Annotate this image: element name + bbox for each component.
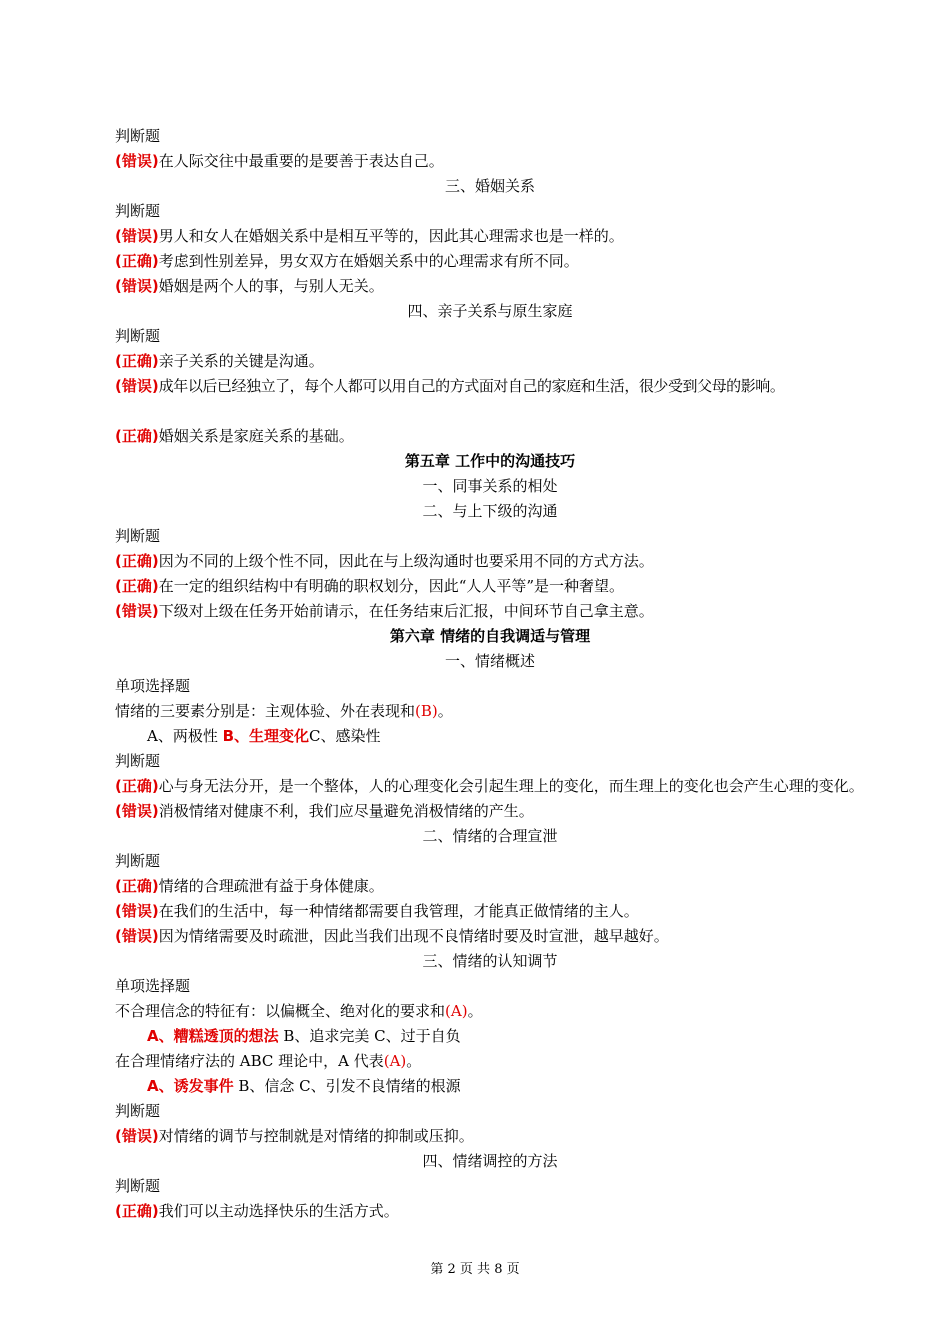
question-stem [115, 999, 865, 1024]
statement-text: 消极情绪对健康不利，我们应尽量避免消极情绪的产生。 [158, 802, 534, 820]
statement-text: 在我们的生活中，每一种情绪都需要自我管理，才能真正做情绪的主人。 [158, 902, 639, 920]
answer-tag: (正确) [115, 877, 159, 895]
answer-tag: (正确) [115, 552, 159, 570]
choice-options [115, 1024, 865, 1049]
answer-tag: (正确) [115, 1202, 159, 1220]
statement [115, 874, 865, 899]
statement [115, 374, 865, 399]
answer-tag: (错误) [115, 152, 159, 170]
other-options: B、追求完美 C、过于自负 [278, 1027, 461, 1045]
question-type-label: 判断题 [115, 527, 161, 545]
other-options: B、信念 C、引发不良情绪的根源 [233, 1077, 461, 1095]
statement [115, 549, 865, 574]
statement [115, 349, 865, 374]
section-heading: 三、婚姻关系 [444, 177, 535, 195]
statement-text: 我们可以主动选择快乐的生活方式。 [158, 1202, 399, 1220]
statement-text: 考虑到性别差异，男女双方在婚姻关系中的心理需求有所不同。 [158, 252, 579, 270]
question-stem [115, 1049, 865, 1074]
section-heading: 一、情绪概述 [444, 652, 535, 670]
answer-mark: (B) [415, 702, 438, 720]
question-text: 不合理信念的特征有：以偏概全、绝对化的要求和 [115, 1002, 446, 1020]
answer-tag: (正确) [115, 577, 159, 595]
statement [115, 799, 865, 824]
answer-mark: (A) [445, 1002, 468, 1020]
question-end: 。 [437, 702, 453, 720]
statement-text: 在一定的组织结构中有明确的职权划分，因此“人人平等”是一种奢望。 [158, 577, 625, 595]
answer-tag: (正确) [115, 427, 159, 445]
question-type-label: 判断题 [115, 1177, 161, 1195]
statement [115, 924, 865, 949]
statement-text: 心与身无法分开，是一个整体，人的心理变化会引起生理上的变化，而生理上的变化也会产生心理的变化。 [158, 777, 864, 795]
statement [115, 899, 865, 924]
statement [115, 774, 865, 799]
question-text: 情绪的三要素分别是：主观体验、外在表现和 [115, 702, 416, 720]
choice-options [115, 1074, 865, 1099]
question-end: 。 [406, 1052, 422, 1070]
question-end: 。 [467, 1002, 483, 1020]
answer-tag: (正确) [115, 352, 159, 370]
page-footer: 第 2 页 共 8 页 [430, 1262, 520, 1277]
answer-tag: (正确) [115, 777, 159, 795]
question-stem [115, 699, 865, 724]
statement-text: 因为不同的上级个性不同，因此在与上级沟通时也要采用不同的方式方法。 [158, 552, 654, 570]
section-heading: 四、亲子关系与原生家庭 [407, 302, 573, 320]
section-heading: 一、同事关系的相处 [422, 477, 558, 495]
statement-text: 对情绪的调节与控制就是对情绪的抑制或压抑。 [158, 1127, 474, 1145]
question-type-label: 单项选择题 [115, 677, 191, 695]
document-page [115, 124, 865, 1224]
question-type-label: 判断题 [115, 752, 161, 770]
statement-text: 情绪的合理疏泄有益于身体健康。 [158, 877, 384, 895]
question-text: 在合理情绪疗法的 ABC 理论中，A 代表 [115, 1052, 384, 1070]
answer-tag: (错误) [115, 927, 159, 945]
answer-tag: (错误) [115, 1127, 159, 1145]
question-type-label: 判断题 [115, 327, 161, 345]
chapter-heading: 第五章 工作中的沟通技巧 [404, 452, 576, 470]
answer-tag: (错误) [115, 227, 159, 245]
statement-text: 在人际交往中最重要的是要善于表达自己。 [158, 152, 444, 170]
answer-tag: (正确) [115, 252, 159, 270]
chapter-heading: 第六章 情绪的自我调适与管理 [389, 627, 591, 645]
question-type-label: 判断题 [115, 127, 161, 145]
option-a-correct: A、糟糕透顶的想法 [147, 1027, 279, 1045]
statement [115, 224, 865, 249]
choice-options [115, 724, 865, 749]
question-type-label: 判断题 [115, 1102, 161, 1120]
answer-tag: (错误) [115, 602, 159, 620]
statement-text: 男人和女人在婚姻关系中是相互平等的，因此其心理需求也是一样的。 [158, 227, 624, 245]
option-a: A、两极性 [147, 727, 223, 745]
statement-text: 婚姻是两个人的事，与别人无关。 [158, 277, 384, 295]
statement [115, 249, 865, 274]
statement [115, 574, 865, 599]
statement-text: 亲子关系的关键是沟通。 [158, 352, 324, 370]
section-heading: 三、情绪的认知调节 [422, 952, 558, 970]
statement [115, 1199, 865, 1224]
statement [115, 424, 865, 449]
section-heading: 二、情绪的合理宣泄 [422, 827, 558, 845]
statement-text: 下级对上级在任务开始前请示，在任务结束后汇报，中间环节自己拿主意。 [158, 602, 654, 620]
option-a-correct: A、诱发事件 [147, 1077, 234, 1095]
blank-line [115, 399, 865, 424]
answer-tag: (错误) [115, 802, 159, 820]
answer-tag: (错误) [115, 902, 159, 920]
statement [115, 599, 865, 624]
statement-text: 成年以后已经独立了，每个人都可以用自己的方式面对自己的家庭和生活，很少受到父母的影响。 [158, 377, 785, 395]
statement [115, 274, 865, 299]
question-type-label: 单项选择题 [115, 977, 191, 995]
section-heading: 二、与上下级的沟通 [422, 502, 558, 520]
option-c: C、感染性 [309, 727, 381, 745]
answer-tag: (错误) [115, 277, 159, 295]
statement [115, 149, 865, 174]
section-heading: 四、情绪调控的方法 [422, 1152, 558, 1170]
statement-text: 因为情绪需要及时疏泄，因此当我们出现不良情绪时要及时宣泄，越早越好。 [158, 927, 669, 945]
statement-text: 婚姻关系是家庭关系的基础。 [158, 427, 354, 445]
question-type-label: 判断题 [115, 852, 161, 870]
statement [115, 1124, 865, 1149]
option-b-correct: B、生理变化 [222, 727, 310, 745]
answer-mark: (A) [383, 1052, 407, 1070]
question-type-label: 判断题 [115, 202, 161, 220]
answer-tag: (错误) [115, 377, 159, 395]
